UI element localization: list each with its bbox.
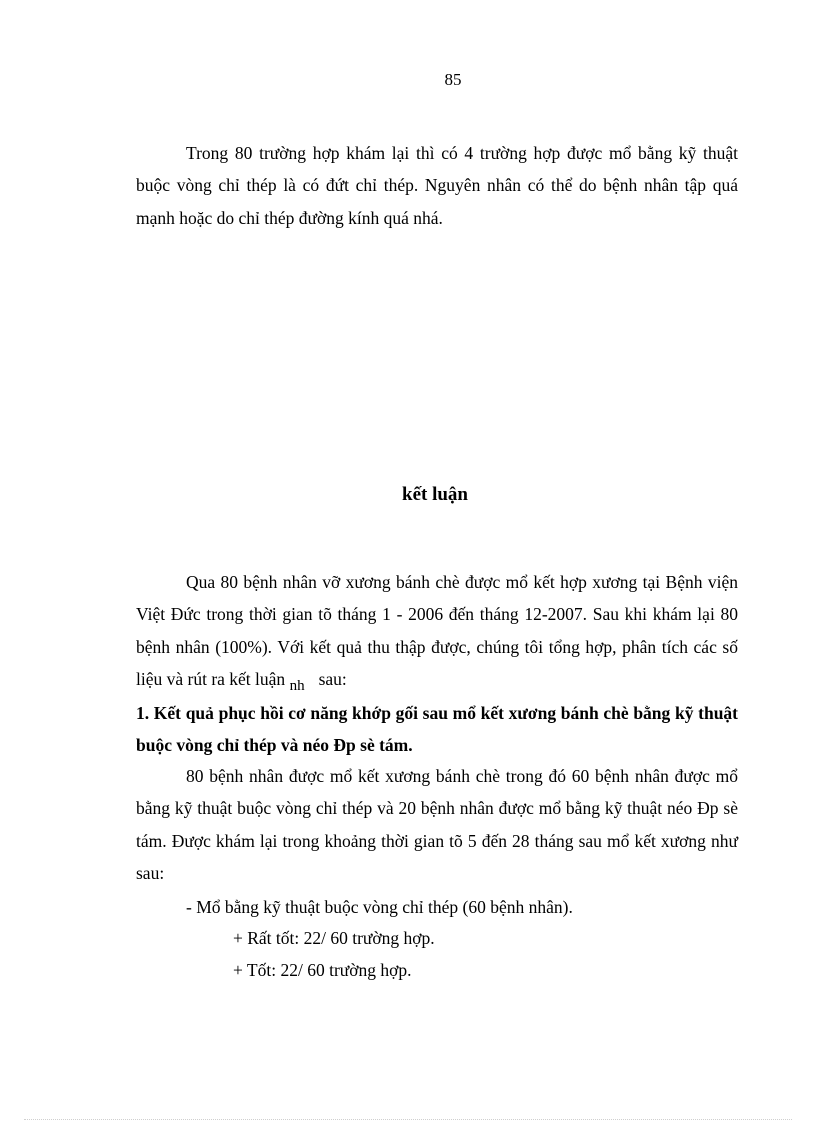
paragraph-text: Qua 80 bệnh nhân vỡ xương bánh chè được mổ kết hợp xương tại Bệnh viện Việt Đức trong thời gian tõ tháng 1 - 2006 đến tháng 12-2007. Sau khi khám lại 80 bệnh nhân (100%). Với kết quả thu thập được, chúng tôi tổng hợp, phân tích các số liệu và rút ra kết luận <box>136 572 738 690</box>
paragraph-text: Trong 80 trường hợp khám lại thì có 4 trường hợp được mổ bằng kỹ thuật buộc vòng chỉ thép là có đứt chỉ thép. Nguyên nhân có thể do bệnh nhân tập quá mạnh hoặc do chỉ thép đường kính quá nhá. <box>136 143 738 228</box>
section-1-title: 1. Kết quả phục hồi cơ năng khớp gối sau mổ kết xương bánh chè bằng kỹ thuật buộc vòng chỉ thép và néo Ðp sè tám. <box>136 703 738 756</box>
paragraph-patient-groups <box>136 760 738 890</box>
page-bottom-divider <box>24 1119 792 1120</box>
conclusion-heading: kết luận <box>402 484 468 505</box>
list-item-wire-loop: - Mổ bằng kỹ thuật buộc vòng chỉ thép (60 bệnh nhân). <box>186 897 573 917</box>
paragraph-text: 80 bệnh nhân được mổ kết xương bánh chè trong đó 60 bệnh nhân được mổ bằng kỹ thuật buộc vòng chỉ thép và 20 bệnh nhân được mổ bằng kỹ thuật néo Ðp sè tám. Được khám lại trong khoảng thời gian tõ 5 đến 28 tháng sau mổ kết xương như sau: <box>136 766 738 884</box>
page-number: 85 <box>444 70 462 89</box>
paragraph-end-text: sau: <box>318 669 347 690</box>
subscript-fragment: nh <box>289 678 305 695</box>
sub-item-very-good: + Rất tốt: 22/ 60 trường hợp. <box>233 928 435 948</box>
paragraph-wire-breakage <box>136 137 738 234</box>
sub-item-good: + Tốt: 22/ 60 trường hợp. <box>233 960 412 980</box>
paragraph-conclusion-intro <box>136 566 738 698</box>
